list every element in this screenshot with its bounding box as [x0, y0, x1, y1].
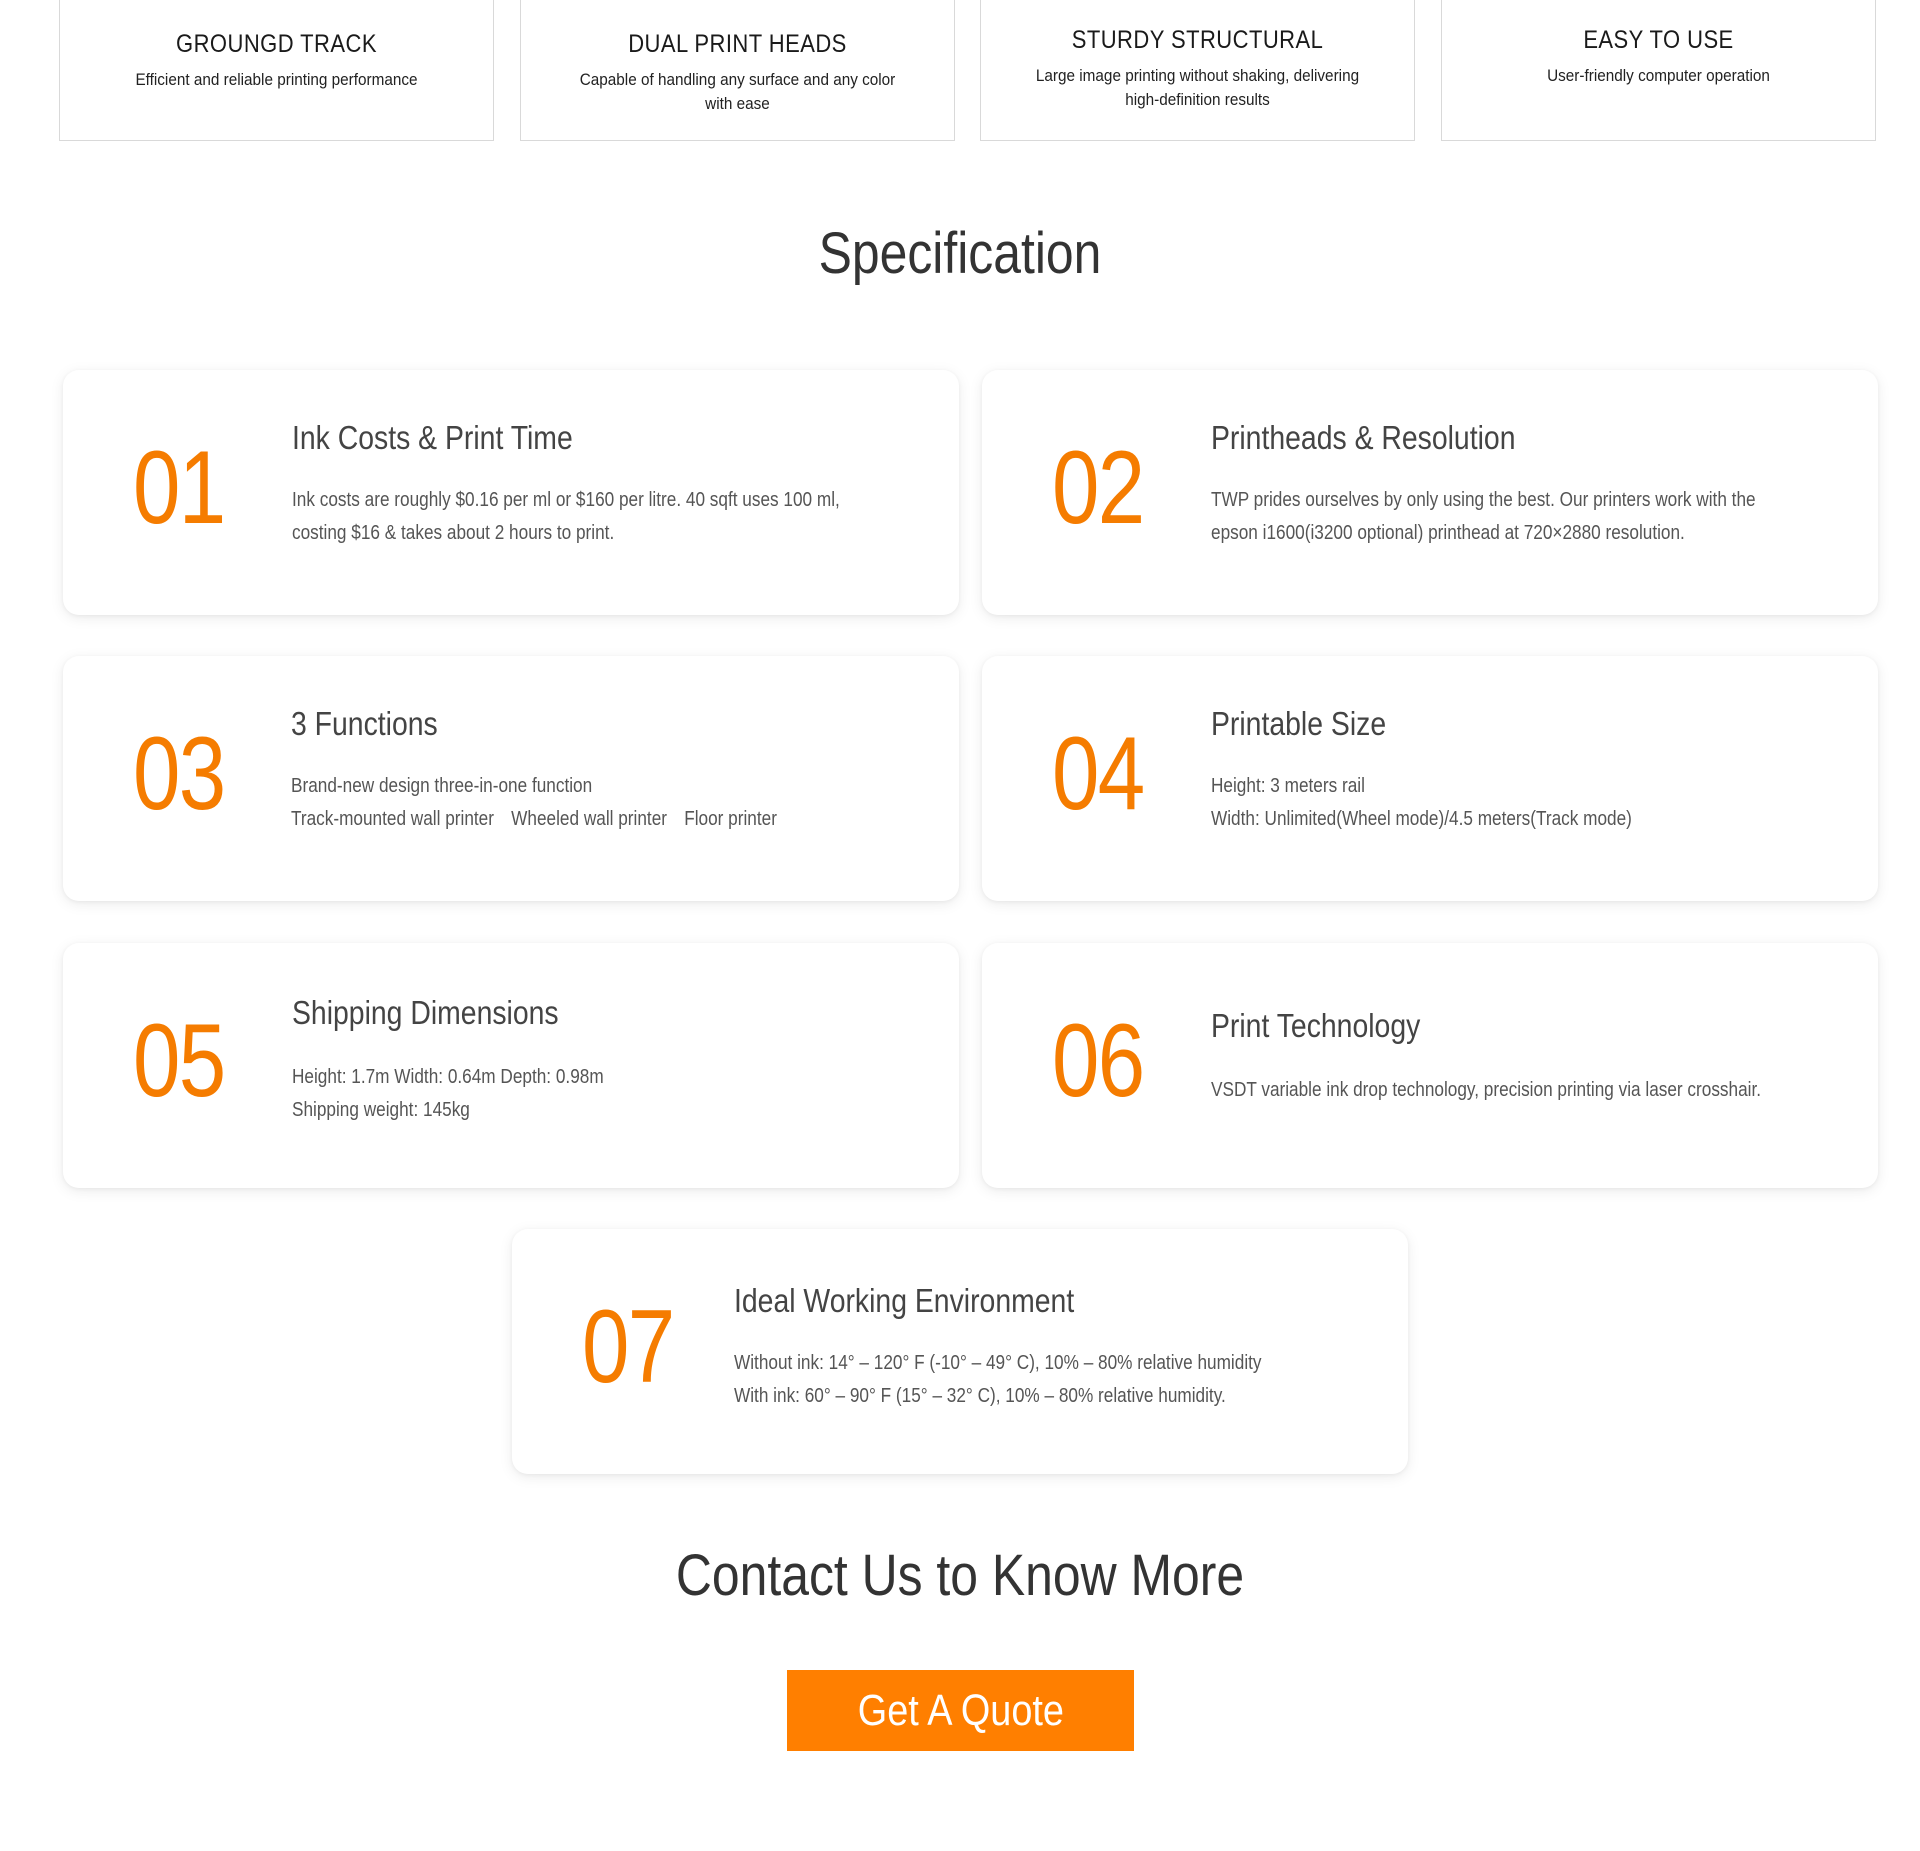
spec-card-working-environment	[512, 1229, 1408, 1474]
spec-card-number: 04	[1052, 716, 1144, 832]
spec-card-title: Ink Costs & Print Time	[292, 419, 573, 456]
spec-card-title: 3 Functions	[291, 705, 438, 742]
spec-card-line: Width: Unlimited(Wheel mode)/4.5 meters(Track mode)	[1211, 808, 1632, 830]
feature-box-dual-print-heads	[520, 0, 955, 141]
specification-heading: Specification	[818, 221, 1102, 286]
spec-card-printheads	[982, 370, 1878, 615]
spec-card-number: 01	[133, 430, 225, 546]
get-a-quote-label: Get A Quote	[857, 1686, 1064, 1735]
feature-box-easy-to-use	[1441, 0, 1876, 141]
spec-card-text	[291, 770, 927, 836]
feature-title: EASY TO USE	[1583, 26, 1734, 54]
spec-card-text	[292, 1061, 928, 1127]
feature-text: User-friendly computer operation	[1547, 66, 1770, 85]
spec-card-line: epson i1600(i3200 optional) printhead at 720×2880 resolution.	[1211, 522, 1685, 544]
spec-card-text	[292, 484, 928, 550]
spec-card-line: Height: 1.7m Width: 0.64m Depth: 0.98m	[292, 1066, 604, 1088]
feature-strip	[59, 0, 1876, 141]
spec-card-line: VSDT variable ink drop technology, precision printing via laser crosshair.	[1211, 1079, 1762, 1101]
feature-title: GROUNGD TRACK	[176, 30, 377, 58]
spec-card-line: Brand-new design three-in-one function	[291, 775, 593, 797]
get-a-quote-button[interactable]	[787, 1670, 1134, 1751]
feature-text: Large image printing without shaking, delivering high-definition results	[1036, 66, 1360, 109]
function-item: Track-mounted wall printer	[291, 808, 494, 830]
feature-text: Capable of handling any surface and any color with ease	[579, 70, 895, 113]
spec-card-line: Height: 3 meters rail	[1211, 775, 1365, 797]
feature-title: DUAL PRINT HEADS	[627, 30, 847, 58]
spec-card-text	[734, 1347, 1370, 1413]
function-item: Wheeled wall printer	[511, 808, 668, 830]
feature-box-sturdy-structural	[980, 0, 1415, 141]
spec-card-print-technology	[982, 943, 1878, 1188]
spec-card-function-list	[291, 803, 927, 836]
spec-card-number: 07	[582, 1289, 674, 1405]
spec-card-functions	[63, 656, 959, 901]
spec-card-line: costing $16 & takes about 2 hours to print.	[292, 522, 615, 544]
spec-card-title: Print Technology	[1211, 1007, 1421, 1044]
spec-card-line: Without ink: 14° – 120° F (-10° – 49° C), 10% – 80% relative humidity	[734, 1352, 1262, 1374]
spec-card-ink-costs	[63, 370, 959, 615]
spec-card-number: 02	[1052, 430, 1144, 546]
function-item: Floor printer	[684, 808, 777, 830]
spec-card-number: 03	[133, 716, 225, 832]
spec-card-title: Ideal Working Environment	[734, 1282, 1075, 1319]
feature-box-grounded-track	[59, 0, 494, 141]
spec-card-text	[1211, 484, 1847, 550]
spec-card-line: Shipping weight: 145kg	[292, 1099, 470, 1121]
spec-card-text	[1211, 770, 1847, 836]
spec-card-line: Ink costs are roughly $0.16 per ml or $160 per litre. 40 sqft uses 100 ml,	[292, 489, 840, 511]
spec-card-number: 06	[1052, 1003, 1144, 1119]
feature-text: Efficient and reliable printing performance	[135, 70, 418, 89]
feature-title: STURDY STRUCTURAL	[1072, 26, 1324, 54]
spec-card-text	[1211, 1074, 1847, 1107]
spec-card-shipping	[63, 943, 959, 1188]
spec-card-title: Printheads & Resolution	[1211, 419, 1516, 456]
spec-card-printable-size	[982, 656, 1878, 901]
spec-card-number: 05	[133, 1003, 225, 1119]
spec-card-line: With ink: 60° – 90° F (15° – 32° C), 10% – 80% relative humidity.	[734, 1385, 1226, 1407]
spec-card-title: Printable Size	[1211, 705, 1387, 742]
spec-card-title: Shipping Dimensions	[292, 994, 559, 1031]
spec-card-line: TWP prides ourselves by only using the best. Our printers work with the	[1211, 489, 1756, 511]
contact-heading: Contact Us to Know More	[675, 1543, 1245, 1608]
